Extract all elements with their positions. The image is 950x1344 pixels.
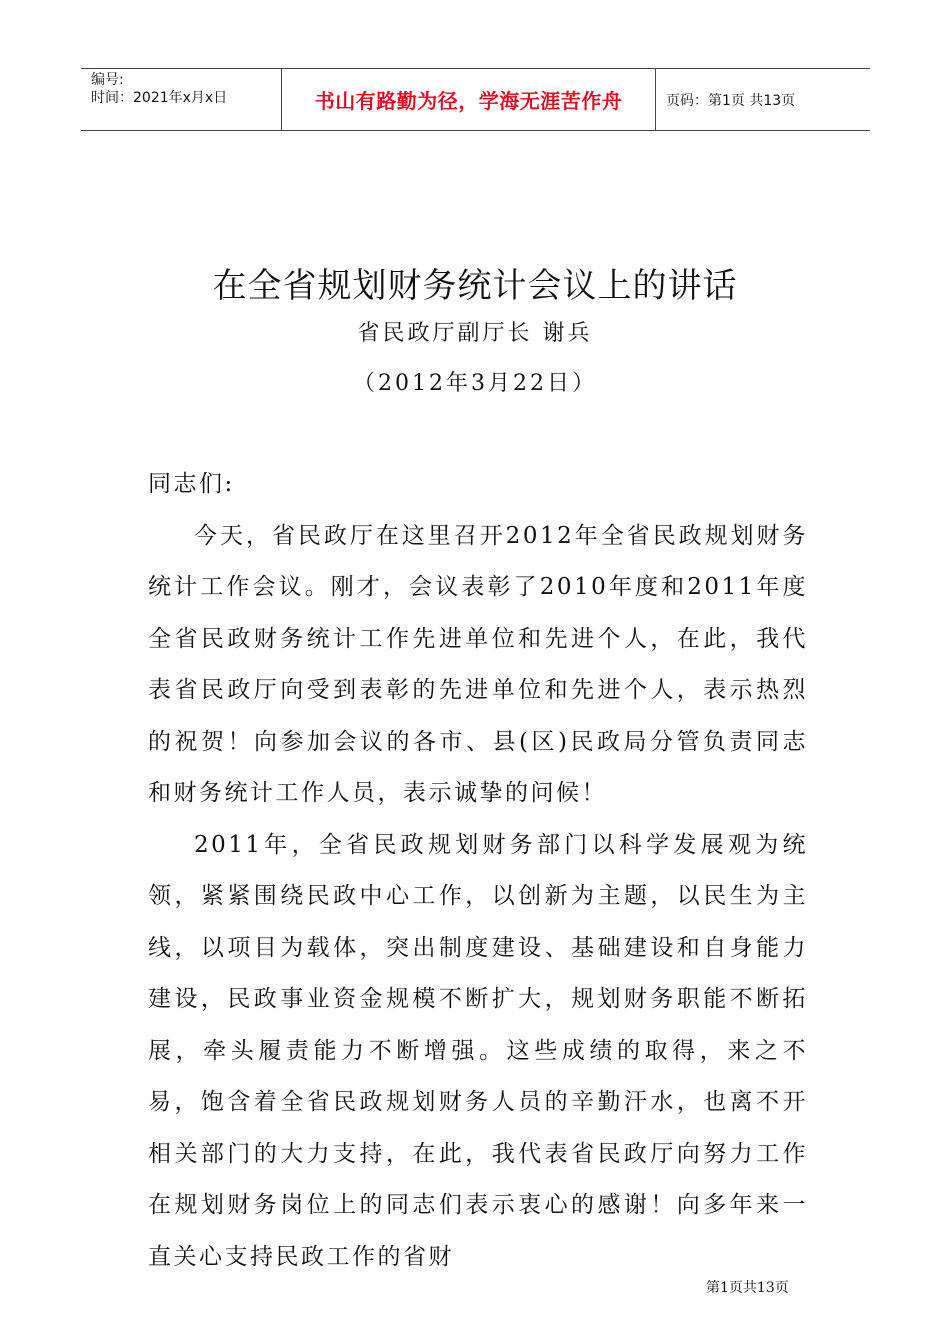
page-header <box>81 68 870 131</box>
header-motto: 书山有路勤为径，学海无涯苦作舟 <box>281 69 656 130</box>
page-footer: 第1页共13页 <box>706 1280 789 1296</box>
header-meta <box>81 69 281 130</box>
document-time-label: 时间：2021年x月x日 <box>91 90 228 106</box>
document-author: 省民政厅副厅长 谢兵 <box>357 321 593 346</box>
document-body <box>148 459 808 1283</box>
document-number-label: 编号: <box>91 72 124 88</box>
paragraph: 今天，省民政厅在这里召开2012年全省民政规划财务统计工作会议。刚才，会议表彰了2010年度和2011年度全省民政财务统计工作先进单位和先进个人，在此，我代表省民政厅向受到表彰的先进单位和先进个人，表示热烈的祝贺！向参加会议的各市、县(区)民政局分管负责同志和财务统计工作人员，表示诚挚的问候！ <box>148 522 808 806</box>
paragraph: 2011年，全省民政规划财务部门以科学发展观为统领，紧紧围绕民政中心工作，以创新为主题，以民生为主线，以项目为载体，突出制度建设、基础建设和自身能力建设，民政事业资金规模不断扩大，规划财务职能不断拓展，牵头履责能力不断增强。这些成绩的取得，来之不易，饱含着全省民政规划财务人员的辛勤汗水，也离不开相关部门的大力支持，在此，我代表省民政厅向努力工作在规划财务岗位上的同志们表示衷心的感谢！向多年来一直关心支持民政工作的省财 <box>148 831 808 1270</box>
document-date: （2012年3月22日） <box>353 371 597 396</box>
greeting: 同志们: <box>148 471 235 497</box>
document-title: 在全省规划财务统计会议上的讲话 <box>212 266 738 306</box>
header-page-info: 页码：第1页 共13页 <box>666 92 796 109</box>
